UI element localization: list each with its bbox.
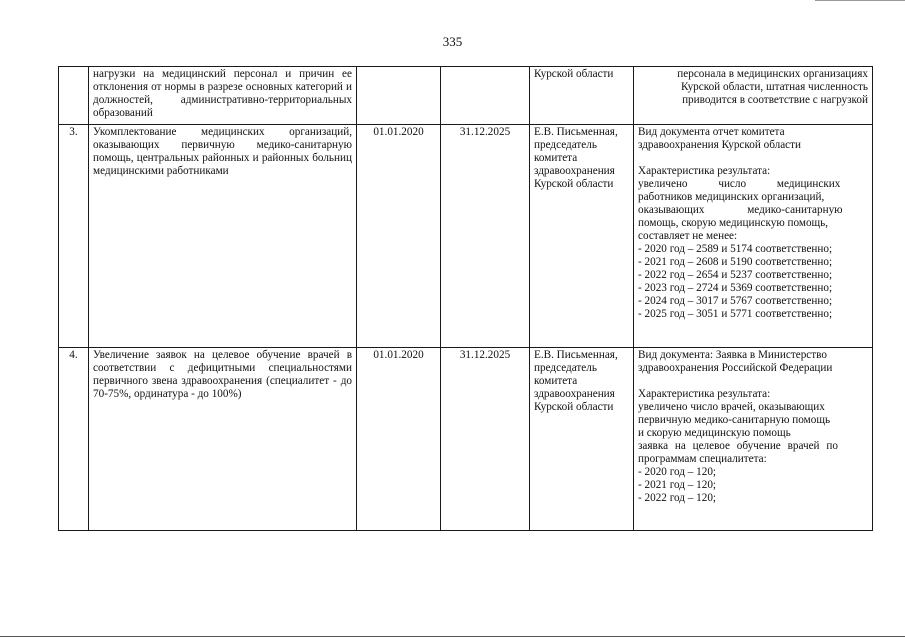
responsible-cell	[530, 125, 634, 348]
result-line: - 2025 год – 3051 и 5771 соответственно;	[638, 308, 833, 320]
responsible-line: Курской области	[534, 401, 614, 413]
result-line: составляет не менее:	[638, 230, 738, 242]
result-line: - 2020 год – 120;	[638, 466, 717, 478]
result-line: - 2023 год – 2724 и 5369 соответственно;	[638, 282, 833, 294]
row-number: 4.	[59, 348, 89, 531]
result-line: оказывающих медико-санитарную	[638, 204, 843, 216]
result-line: программам специалитета:	[638, 453, 767, 465]
result-line: первичную медико-санитарную помощь	[638, 414, 831, 426]
result-spacer	[638, 375, 868, 388]
measure-text: нагрузки на медицинский персонал и причин ее отклонения от нормы в разрезе основных категорий и должностей, административно-территориальных образований	[89, 67, 357, 125]
row-number: 3.	[59, 125, 89, 348]
result-line: - 2022 год – 120;	[638, 492, 717, 504]
table-row	[59, 348, 873, 531]
result-line: и скорую медицинскую помощь	[638, 427, 791, 439]
result-line: Характеристика результата:	[638, 388, 771, 400]
responsible-cell	[530, 348, 634, 531]
result-cell	[634, 67, 873, 125]
responsible-line: Курской области	[534, 68, 614, 80]
end-date	[441, 67, 530, 125]
result-line: - 2021 год – 2608 и 5190 соответственно;	[638, 256, 833, 268]
result-line: - 2021 год – 120;	[638, 479, 717, 491]
responsible-line: комитета	[534, 375, 578, 387]
measure-text: Увеличение заявок на целевое обучение врачей в соответствии с дефицитными специальностями первичного звена здравоохранения (специалитет - до 70-75%, ординатура - до 100%)	[89, 348, 357, 531]
measures-table	[58, 66, 873, 531]
end-date: 31.12.2025	[441, 125, 530, 348]
responsible-line: председатель	[534, 139, 597, 151]
result-line: работников медицинских организаций,	[638, 191, 825, 203]
result-line: - 2024 год – 3017 и 5767 соответственно;	[638, 295, 833, 307]
start-date	[357, 67, 441, 125]
result-spacer	[638, 152, 868, 165]
result-line: персонала в медицинских организациях	[677, 68, 868, 80]
table-row	[59, 67, 873, 125]
result-line: - 2020 год – 2589 и 5174 соответственно;	[638, 243, 833, 255]
start-date: 01.01.2020	[357, 348, 441, 531]
result-line: увеличено число врачей, оказывающих	[638, 401, 825, 413]
responsible-line: председатель	[534, 362, 597, 374]
result-line: увеличено число медицинских	[638, 178, 841, 190]
responsible-cell	[530, 67, 634, 125]
responsible-line: комитета	[534, 152, 578, 164]
result-line: Характеристика результата:	[638, 165, 771, 177]
result-line: заявка на целевое обучение врачей по	[638, 440, 838, 452]
result-line: - 2022 год – 2654 и 5237 соответственно;	[638, 269, 833, 281]
responsible-line: здравоохранения	[534, 388, 615, 400]
table-row	[59, 125, 873, 348]
responsible-line: здравоохранения	[534, 165, 615, 177]
result-line: Вид документа отчет комитета	[638, 126, 785, 138]
result-line: помощь, скорую медицинскую помощь,	[638, 217, 829, 229]
page-number: 335	[442, 34, 463, 49]
result-line: приводится в соответствие с нагрузкой	[682, 94, 868, 106]
end-date: 31.12.2025	[441, 348, 530, 531]
start-date: 01.01.2020	[357, 125, 441, 348]
result-line: здравоохранения Российской Федерации	[638, 362, 833, 374]
top-edge-mark	[815, 0, 905, 1]
row-number	[59, 67, 89, 125]
measure-text: Укомплектование медицинских организаций, оказывающих первичную медико-санитарную помощь, центральных районных и районных больниц медицинскими работниками	[89, 125, 357, 348]
responsible-line: Курской области	[534, 178, 614, 190]
page-bottom-edge	[0, 636, 905, 637]
responsible-line: Е.В. Письменная,	[534, 126, 618, 138]
result-cell	[634, 125, 873, 348]
result-line: Вид документа: Заявка в Министерство	[638, 349, 827, 361]
result-line: Курской области, штатная численность	[680, 81, 868, 93]
result-line: здравоохранения Курской области	[638, 139, 802, 151]
result-cell	[634, 348, 873, 531]
responsible-line: Е.В. Письменная,	[534, 349, 618, 361]
